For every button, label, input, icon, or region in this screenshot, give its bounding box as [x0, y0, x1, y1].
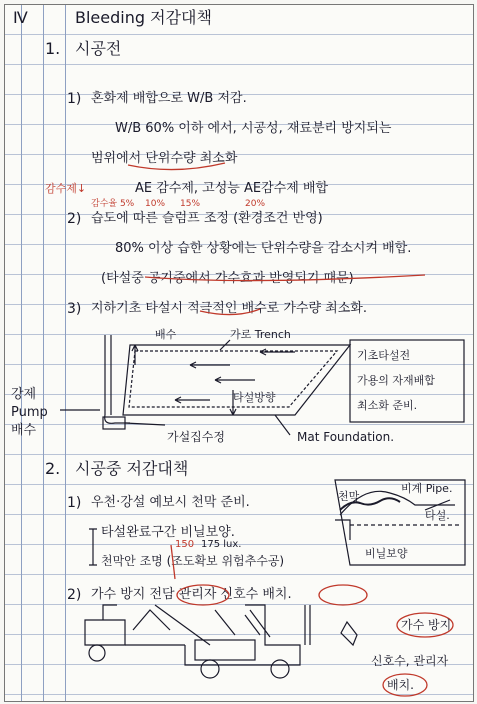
s1-i1-note-4: 20%: [245, 199, 266, 209]
fig2-label-scaffold-pipe: 비계 Pipe.: [401, 482, 453, 495]
tent-and-truck-sketch: [5, 5, 473, 701]
fig2-label-pour: 타설.: [425, 509, 450, 522]
s1-i2-line2: 80% 이상 습한 상황에는 단위수량을 감소시켜 배합.: [115, 241, 412, 256]
fig3-label-assign: 배치.: [387, 678, 414, 692]
heading-title: Bleeding 저감대책: [75, 8, 212, 27]
s1-i1-number: 1): [67, 91, 82, 107]
s1-i2-text: 습도에 따른 슬럼프 조정 (환경조건 반영): [91, 211, 323, 226]
s2-i1-line4: 천막안 조명 (조도확보 위험추수공): [101, 554, 285, 568]
fig1-box-line3: 최소화 준비.: [357, 399, 418, 412]
s2-i1-number: 1): [67, 495, 82, 511]
s1-i3-text: 지하기초 타설시 적극적인 배수로 가수량 최소화.: [91, 301, 367, 316]
s1-i1-note-3: 15%: [180, 199, 201, 209]
s2-i1-text: 우천·강설 예보시 천막 준비.: [91, 495, 250, 510]
s2-i1-red-lux: 150: [175, 539, 195, 550]
fig1-label-drainage: 배수: [11, 423, 37, 438]
s1-i1-note-2: 10%: [145, 199, 166, 209]
fig1-label-pour-direction: 타설방향: [233, 391, 276, 404]
s1-i1-line2: W/B 60% 이하 에서, 시공성, 재료분리 방지되는: [115, 121, 392, 136]
s2-title: 시공중 저감대책: [75, 459, 189, 478]
s1-number: 1.: [45, 39, 61, 58]
fig1-box-line2: 가용의 자재배합: [357, 374, 435, 387]
s1-i2-line3: (타설중 공기중에서 가수효과 반영되기 때문): [101, 271, 354, 286]
s1-i1-note-1: 감수율 5%: [91, 199, 135, 209]
fig1-label-drain: 배수: [155, 328, 177, 341]
s1-i1-line3: 범위에서 단위수량 최소화: [91, 151, 238, 166]
s1-i3-number: 3): [67, 301, 82, 317]
s1-i1-text: 혼화제 배합으로 W/B 저감.: [91, 91, 247, 106]
s1-i1-red-note: 감수제↓: [45, 182, 87, 195]
s1-i2-number: 2): [67, 211, 82, 227]
fig1-label-pump: Pump: [11, 405, 48, 420]
s1-title: 시공전: [75, 39, 122, 58]
fig2-label-tent: 천막: [338, 490, 360, 503]
fig3-label-signal: 신호수, 관리자: [371, 654, 449, 668]
s2-i2-text: 가수 방지 전담 관리자 신호수 배치.: [91, 587, 292, 602]
s1-i1-line4: AE 감수제, 고성능 AE감수제 배합: [135, 181, 329, 196]
fig1-label-sump: 가설집수정: [167, 430, 225, 444]
s2-i2-number: 2): [67, 587, 82, 603]
fig1-label-mat-foundation: Mat Foundation.: [297, 430, 395, 444]
fig1-label-forced: 강제: [11, 387, 37, 402]
heading-roman: Ⅳ: [13, 8, 28, 27]
fig1-box-line1: 기초타설전: [357, 349, 411, 362]
s2-i1-lux: 175 lux.: [201, 539, 242, 550]
fig1-label-trench: 가로 Trench: [230, 328, 291, 341]
fig2-label-vinyl: 비닐보양: [365, 547, 408, 560]
fig3-label-prevent: 가수 방지: [401, 618, 452, 632]
s2-i1-line2: 타설완료구간 비닐보양.: [101, 525, 235, 540]
note-page: [4, 4, 474, 702]
s2-number: 2.: [45, 459, 61, 478]
